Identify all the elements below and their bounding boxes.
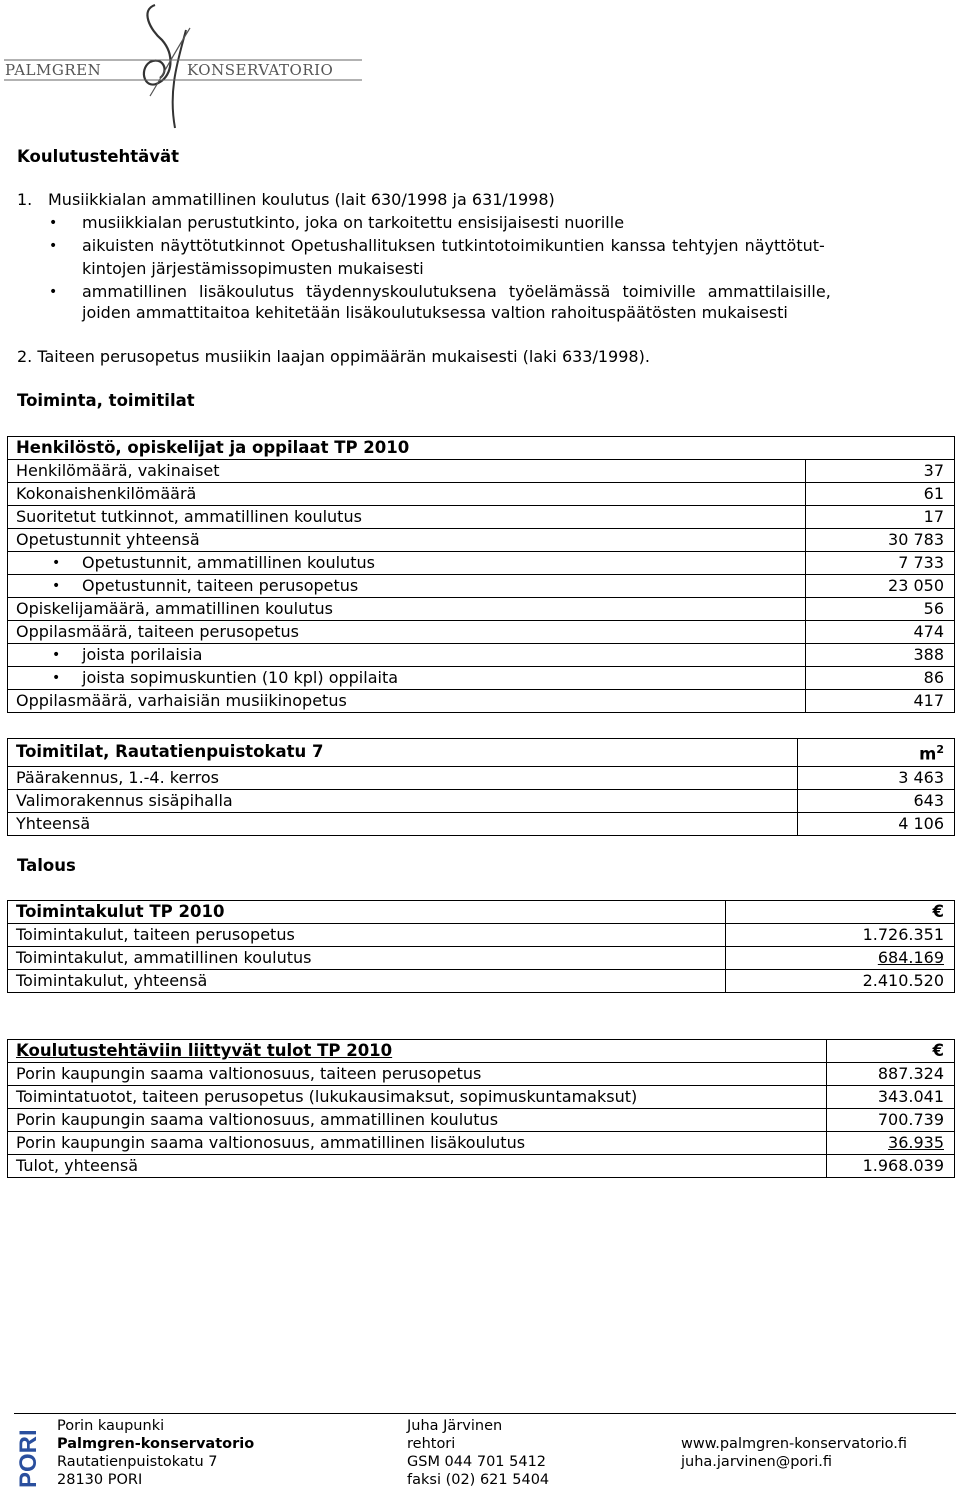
henkilosto-header: Henkilöstö, opiskelijat ja oppilaat TP 2010 (8, 437, 955, 460)
palmgren-logo (0, 0, 370, 135)
footer-web (681, 1435, 907, 1471)
footer-org: Palmgren-konservatorio (57, 1436, 255, 1452)
unit-superscript: 2 (936, 743, 944, 756)
table-row (8, 1109, 955, 1132)
bullet-icon: • (49, 238, 58, 254)
item1-number: 1. (17, 190, 33, 209)
row-value: 474 (805, 621, 954, 644)
row-value: 388 (805, 644, 954, 667)
pori-logo-text: PORI (15, 1429, 42, 1488)
bullet-icon: • (49, 215, 58, 231)
table-row (8, 575, 955, 598)
row-label: Porin kaupungin saama valtionosuus, taiteen perusopetus (8, 1063, 827, 1086)
table-row (8, 690, 955, 713)
toimitilat-table (7, 738, 955, 836)
row-value: 86 (805, 667, 954, 690)
row-label: Henkilömäärä, vakinaiset (8, 460, 806, 483)
row-value: 684.169 (725, 947, 954, 970)
row-value: 30 783 (805, 529, 954, 552)
footer-postal: 28130 PORI (57, 1472, 143, 1488)
row-label: • Opetustunnit, taiteen perusopetus (8, 575, 806, 598)
euro-unit: € (826, 1040, 954, 1063)
item2-text: 2. Taiteen perusopetus musiikin laajan oppimäärän mukaisesti (laki 633/1998). (17, 347, 650, 366)
row-label: Toimintakulut, ammatillinen koulutus (8, 947, 726, 970)
row-label: Kokonaishenkilömäärä (8, 483, 806, 506)
row-value: 343.041 (826, 1086, 954, 1109)
row-label: Porin kaupungin saama valtionosuus, ammatillinen lisäkoulutus (8, 1132, 827, 1155)
table-row (8, 529, 955, 552)
footer-email-link[interactable]: juha.jarvinen@pori.fi (681, 1454, 832, 1470)
toimintakulut-table (7, 900, 955, 993)
row-value: 23 050 (805, 575, 954, 598)
row-label: Opetustunnit yhteensä (8, 529, 806, 552)
table-row (8, 598, 955, 621)
tulot-header-text: Koulutustehtäviin liittyvät tulot TP 2010 (16, 1041, 393, 1060)
row-label: Valimorakennus sisäpihalla (8, 789, 798, 812)
logo-text-right: KONSERVATORIO (187, 61, 334, 79)
table-row (8, 644, 955, 667)
euro-unit: € (725, 901, 954, 924)
row-label: Toimintakulut, yhteensä (8, 970, 726, 993)
row-value: 4 106 (798, 812, 955, 835)
row-label: Opiskelijamäärä, ammatillinen koulutus (8, 598, 806, 621)
table-row (8, 667, 955, 690)
row-label: Porin kaupungin saama valtionosuus, ammatillinen koulutus (8, 1109, 827, 1132)
table-row (8, 766, 955, 789)
row-value: 700.739 (826, 1109, 954, 1132)
row-label: • joista sopimuskuntien (10 kpl) oppilaita (8, 667, 806, 690)
table-header-row (8, 1040, 955, 1063)
row-value: 643 (798, 789, 955, 812)
table-row (8, 506, 955, 529)
row-value: 3 463 (798, 766, 955, 789)
henkilosto-table (7, 436, 955, 713)
row-label: Yhteensä (8, 812, 798, 835)
table-header-row (8, 437, 955, 460)
table-header-row (8, 901, 955, 924)
table-row (8, 1155, 955, 1178)
row-value: 37 (805, 460, 954, 483)
table-row (8, 1086, 955, 1109)
footer-street: Rautatienpuistokatu 7 (57, 1454, 218, 1470)
table-row (8, 552, 955, 575)
row-value: 7 733 (805, 552, 954, 575)
talous-title: Talous (17, 856, 76, 875)
row-label: Päärakennus, 1.-4. kerros (8, 766, 798, 789)
table-row (8, 970, 955, 993)
toimitilat-header: Toimitilat, Rautatienpuistokatu 7 (8, 739, 798, 767)
section-title: Koulutustehtävät (17, 147, 180, 166)
table-row (8, 1063, 955, 1086)
item1-bullet-3-line1: ammatillinen lisäkoulutus täydennyskoulutuksena työelämässä toimiville ammattilaisille, (82, 282, 831, 301)
table-row (8, 924, 955, 947)
footer-contact (407, 1417, 549, 1489)
row-value: 17 (805, 506, 954, 529)
row-label: Oppilasmäärä, varhaisiän musiikinopetus (8, 690, 806, 713)
footer-gsm: GSM 044 701 5412 (407, 1454, 547, 1470)
row-value: 887.324 (826, 1063, 954, 1086)
row-label: • Opetustunnit, ammatillinen koulutus (8, 552, 806, 575)
row-label: Oppilasmäärä, taiteen perusopetus (8, 621, 806, 644)
item1-bullet-2-line1: aikuisten näyttötutkinnot Opetushallituksen tutkintotoimikuntien kanssa tehtyjen näyttötut- (82, 236, 825, 255)
item1-bullet-2-line2: kintojen järjestämissopimusten mukaisesti (82, 259, 424, 278)
footer-website-link[interactable]: www.palmgren-konservatorio.fi (681, 1436, 908, 1452)
row-label: • joista porilaisia (8, 644, 806, 667)
row-label: Tulot, yhteensä (8, 1155, 827, 1178)
row-value: 36.935 (826, 1132, 954, 1155)
row-label: Toimintakulut, taiteen perusopetus (8, 924, 726, 947)
logo-text-left: PALMGREN (5, 61, 102, 79)
unit-cell (798, 739, 955, 767)
footer-address (57, 1417, 254, 1489)
item1-title: Musiikkialan ammatillinen koulutus (lait 630/1998 ja 631/1998) (48, 190, 555, 209)
pori-logo (14, 1418, 42, 1490)
table-row (8, 483, 955, 506)
table-header-row (8, 739, 955, 767)
tulot-header (8, 1040, 827, 1063)
footer-city: Porin kaupunki (57, 1418, 165, 1434)
row-value: 2.410.520 (725, 970, 954, 993)
table-row (8, 947, 955, 970)
row-value: 1.726.351 (725, 924, 954, 947)
unit-label: m (919, 744, 937, 764)
item1-bullet-3-line2: joiden ammattitaitoa kehitetään lisäkoulutuksessa valtion rahoituspäätösten mukaisesti (82, 303, 788, 322)
row-value: 61 (805, 483, 954, 506)
table-row (8, 812, 955, 835)
row-label: Suoritetut tutkinnot, ammatillinen koulutus (8, 506, 806, 529)
toiminta-title: Toiminta, toimitilat (17, 391, 195, 410)
footer-fax: faksi (02) 621 5404 (407, 1472, 550, 1488)
tulot-table (7, 1039, 955, 1178)
row-value: 1.968.039 (826, 1155, 954, 1178)
footer-role: rehtori (407, 1436, 456, 1452)
toimintakulut-header: Toimintakulut TP 2010 (8, 901, 726, 924)
table-row (8, 460, 955, 483)
footer-name: Juha Järvinen (407, 1418, 503, 1434)
bullet-icon: • (49, 284, 58, 300)
table-row (8, 789, 955, 812)
footer-divider (14, 1413, 956, 1414)
item1-bullet-1: musiikkialan perustutkinto, joka on tarkoitettu ensisijaisesti nuorille (82, 213, 625, 232)
row-label: Toimintatuotot, taiteen perusopetus (lukukausimaksut, sopimuskuntamaksut) (8, 1086, 827, 1109)
table-row (8, 1132, 955, 1155)
row-value: 417 (805, 690, 954, 713)
table-row (8, 621, 955, 644)
row-value: 56 (805, 598, 954, 621)
